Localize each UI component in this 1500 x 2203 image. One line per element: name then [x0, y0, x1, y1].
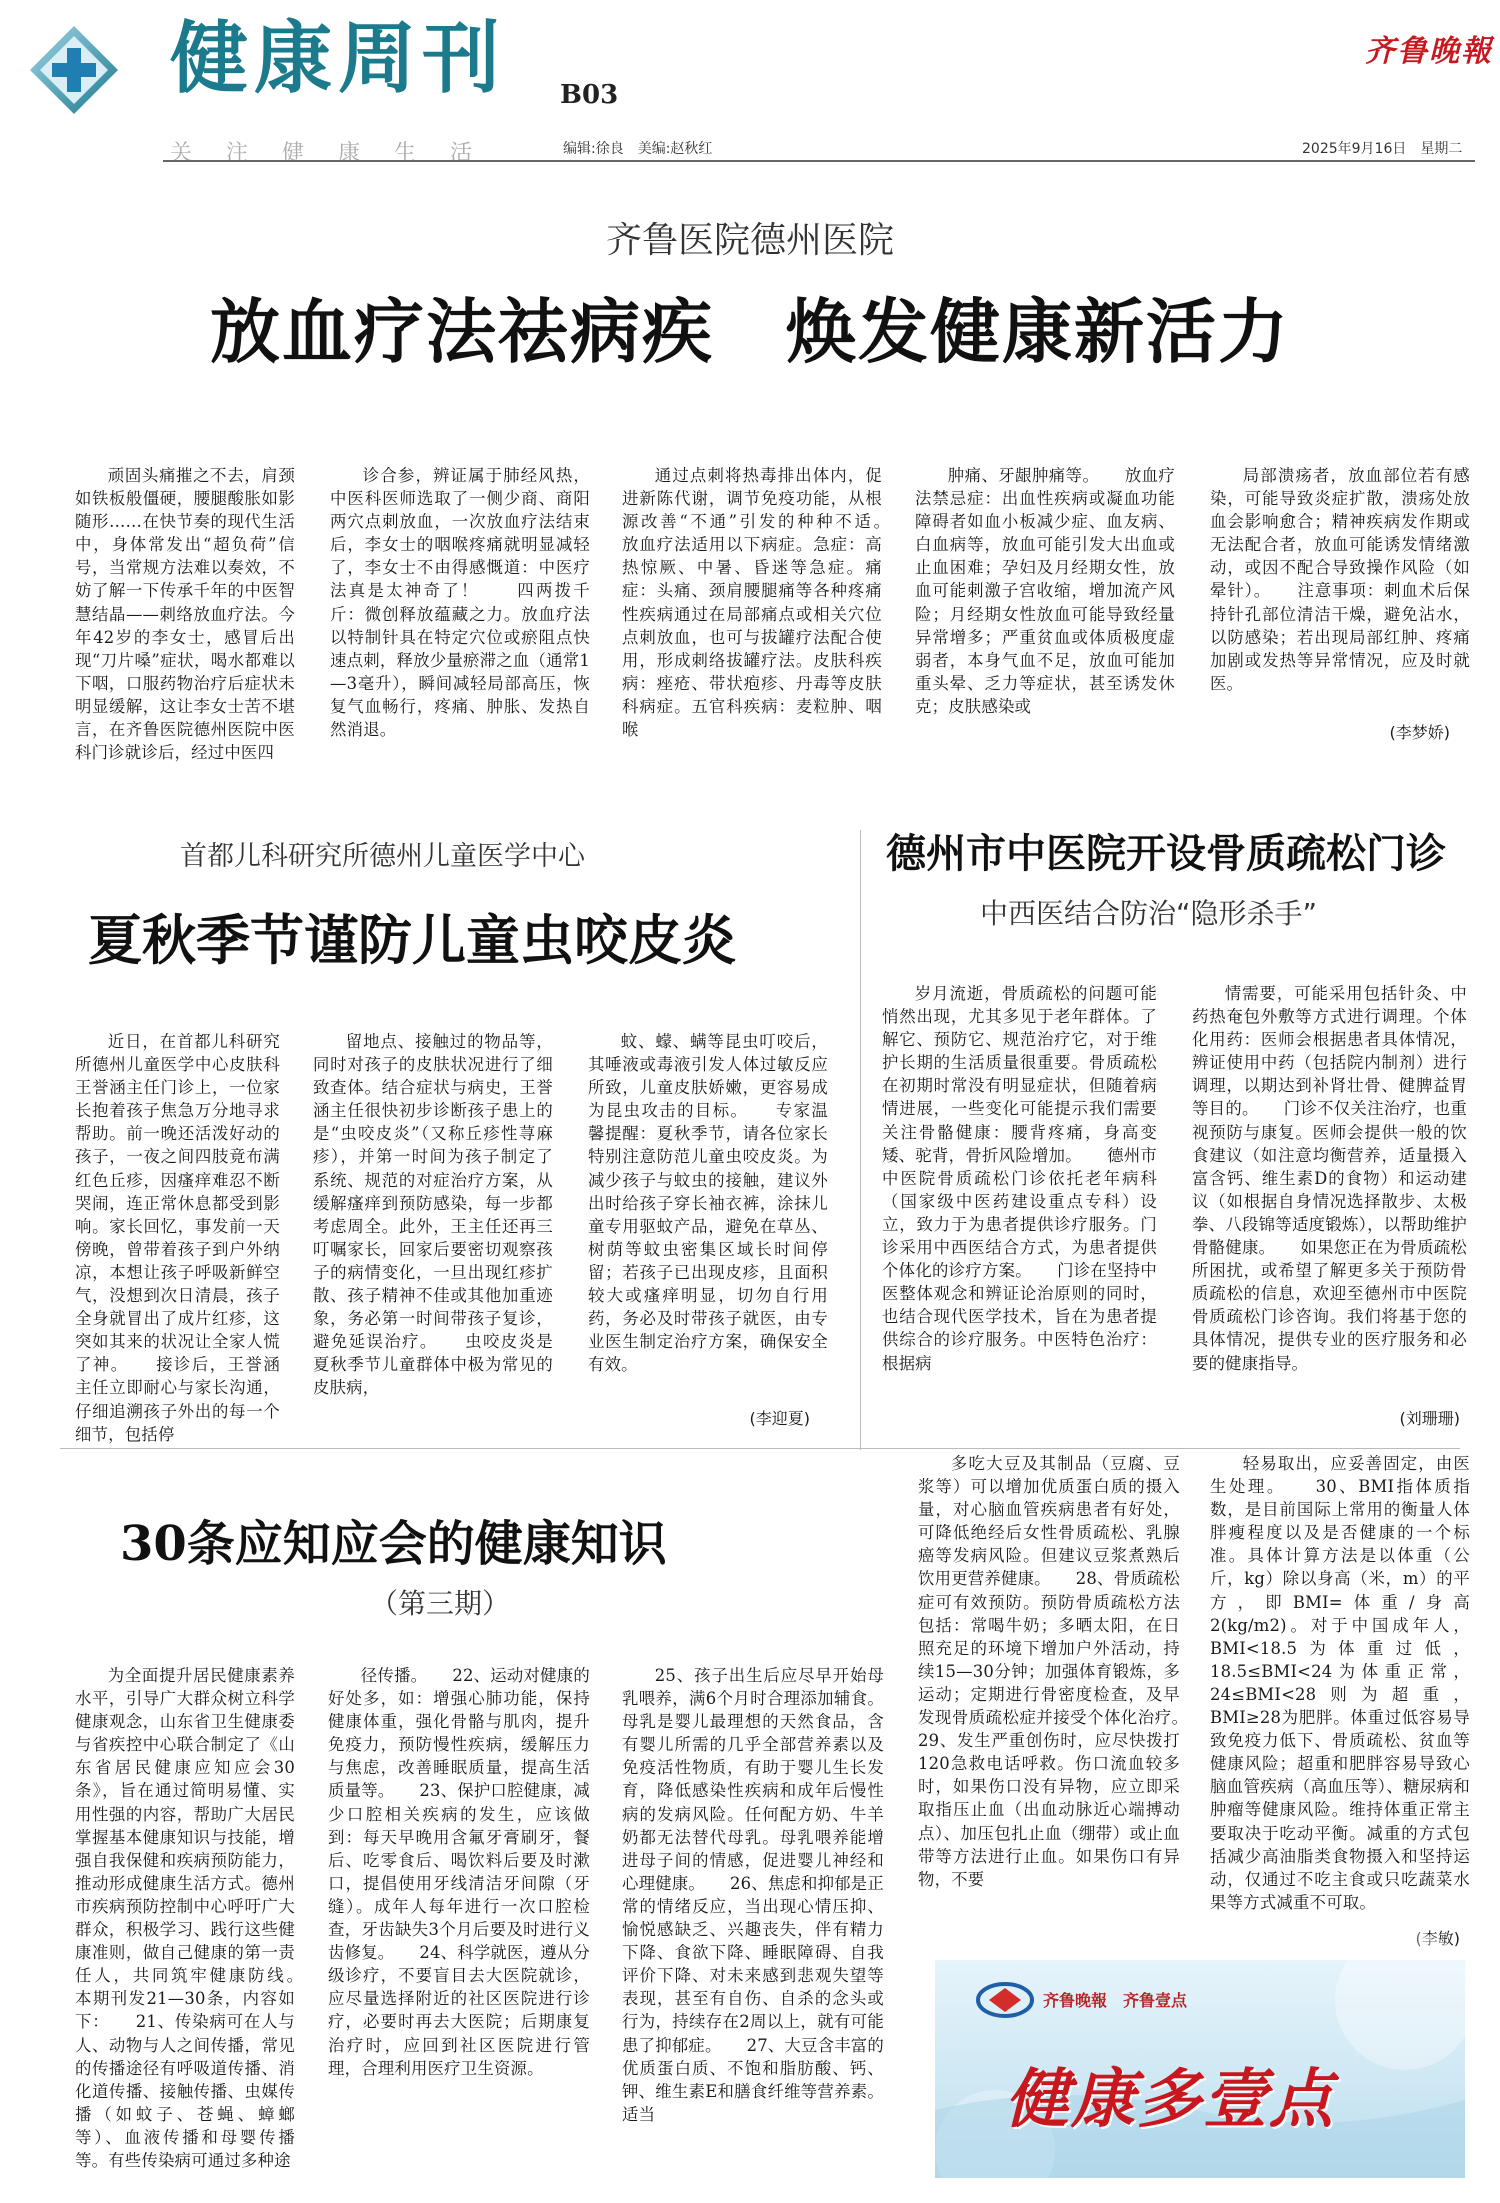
article1-headline: 放血疗法祛病疾 焕发健康新活力: [210, 290, 1290, 373]
section-rule: [60, 1448, 1460, 1449]
article1-col-1: 顽固头痛摧之不去，肩颈如铁板般僵硬，腰腿酸胀如影随形……在快节奏的现代生活中，身体常发出“超负荷”信号，当常规方法难以奏效，不妨了解一下传承千年的中医智慧结晶——刺络放血疗法。今年42岁的李女士，感冒后出现“刀片嗓”症状，喝水都难以下咽，口服药物治疗后症状未明显缓解，这让李女士苦不堪言，在齐鲁医院德州医院中医科门诊就诊后，经过中医四: [75, 466, 295, 763]
article4-subhead: （第三期）: [370, 1587, 511, 1620]
newspaper-logo: 齐鲁晚報: [1365, 34, 1493, 69]
article1-col-2: 诊合参，辨证属于肺经风热，中医科医师选取了一侧少商、商阳两穴点刺放血，一次放血疗法结束后，李女士的咽喉疼痛就明显减轻了，李女士不由得感慨道：中医疗法真是太神奇了！ 四两拨千斤：微创释放蕴藏之力。放血疗法以特制针具在特定穴位或瘀阻点快速点刺，释放少量瘀滞之血（通常1—3毫升），瞬间减轻局部高压，恢复气血畅行，疼痛、肿胀、发热自然消退。: [330, 466, 590, 740]
section-title: 健康周刊: [170, 14, 507, 104]
article1-kicker: 齐鲁医院德州医院: [605, 220, 894, 261]
health-ad-banner[interactable]: [935, 1960, 1465, 2178]
article3-col-2: 情需要，可能采用包括针灸、中药热奄包外敷等方式进行调理。个体化用药：医师会根据患者具体情况，辨证使用中药（包括院内制剂）进行调理，以期达到补肾壮骨、健脾益胃等目的。 门诊不仅关注治疗，也重视预防与康复。医师会提供一般的饮食建议（如注意均衡营养，适量摄入富含钙、维生素D的食物）和运动建议（如根据自身情况选择散步、太极拳、八段锦等适度锻炼），以帮助维护骨骼健康。 如果您正在为骨质疏松所困扰，或希望了解更多关于预防骨质疏松的信息，欢迎至德州市中医院骨质疏松门诊咨询。我们将基于您的具体情况，提供专业的医疗服务和必要的健康指导。: [1192, 984, 1467, 1373]
article4-col-1: 为全面提升居民健康素养水平，引导广大群众树立科学健康观念，山东省卫生健康委与省疾控中心联合制定了《山东省居民健康应知应会30条》，旨在通过简明易懂、实用性强的内容，帮助广大居民掌握基本健康知识与技能，增强自我保健和疾病预防能力，推动形成健康生活方式。德州市疾病预防控制中心呼吁广大群众，积极学习、践行这些健康准则，做自己健康的第一责任人，共同筑牢健康防线。 本期刊发21—30条，内容如下： 21、传染病可在人与人、动物与人之间传播，常见的传播途径有呼吸道传播、消化道传播、接触传播、虫媒传播（如蚊子、苍蝇、蟑螂等）、血液传播和母婴传播等。有些传染病可通过多种途: [75, 1666, 329, 2170]
article1-col-5: 局部溃疡者，放血部位若有感染，可能导致炎症扩散，溃疡处放血会影响愈合；精神疾病发作期或无法配合者，放血可能诱发情绪激动，或因不配合导致操作风险（如晕针）。 注意事项：刺血术后保持针孔部位清洁干燥，避免沾水，以防感染；若出现局部红肿、疼痛加剧或发热等异常情况，应及时就医。: [1210, 466, 1470, 693]
ad-slogan: 健康多壹点: [1005, 2063, 1335, 2137]
article3-headline: 德州市中医院开设骨质疏松门诊: [886, 830, 1446, 877]
article2-col-3: 蚊、蠓、螨等昆虫叮咬后，其唾液或毒液引发人体过敏反应所致，儿童皮肤娇嫩，更容易成为昆虫攻击的目标。 专家温馨提醒：夏秋季节，请各位家长特别注意防范儿童虫咬皮炎。为减少孩子与蚊虫的接触，建议外出时给孩子穿长袖衣裤，涂抹儿童专用驱蚊产品，避免在草丛、树荫等蚊虫密集区域长时间停留；若孩子已出现皮疹，且面积较大或瘙痒明显，切勿自行用药，务必及时带孩子就医，由专业医生制定治疗方案，确保安全有效。: [588, 1032, 828, 1375]
article2-col-2: 留地点、接触过的物品等，同时对孩子的皮肤状况进行了细致查体。结合症状与病史，王誉涵主任很快初步诊断孩子患上的是“虫咬皮炎”（又称丘疹性荨麻疹），并第一时间为孩子制定了系统、规范的对症治疗方案，从缓解瘙痒到预防感染，每一步都考虑周全。此外，王主任还再三叮嘱家长，回家后要密切观察孩子的病情变化，一旦出现红疹扩散、孩子精神不佳或其他加重迹象，务必第一时间带孩子复诊，避免延误治疗。 虫咬皮炎是夏秋季节儿童群体中极为常见的皮肤病，: [313, 1032, 553, 1398]
article1-col-4: 肿痛、牙龈肿痛等。 放血疗法禁忌症：出血性疾病或凝血功能障碍者如血小板减少症、血友病、白血病等，放血可能引发大出血或止血困难；孕妇及月经期女性，放血可能刺激子宫收缩，增加流产风险；月经期女性放血可能导致经量异常增多；严重贫血或体质极度虚弱者，本身气血不足，放血可能加重头晕、乏力等症状，甚至诱发休克；皮肤感染或: [915, 466, 1175, 716]
article4-headline: 30条应知应会的健康知识: [120, 1516, 667, 1572]
ad-logo-text: 齐鲁晚報 齐鲁壹点: [1043, 1991, 1188, 2010]
masthead: [0, 0, 1500, 166]
article4-col-5: 轻易取出，应妥善固定，由医生处理。 30、BMI指体质指数，是目前国际上常用的衡量人体胖瘦程度以及是否健康的一个标准。具体计算方法是以体重（公斤，kg）除以身高（米，m）的平方，即BMI=体重/身高2(kg/m2)。对于中国成年人，BMI<18.5为体重过低，18.5≤BMI<24为体重正常，24≤BMI<28则为超重，BMI≥28为肥胖。体重过低容易导致免疫力低下、骨质疏松、贫血等健康风险；超重和肥胖容易导致心脑血管疾病（高血压等）、糖尿病和肿瘤等健康风险。维持体重正常主要取决于吃动平衡。减重的方式包括减少高油脂类食物摄入和坚持运动，仅通过不吃主食或只吃蔬菜水果等方式减重不可取。: [1210, 1454, 1470, 1912]
ad-logo-icon: [975, 1980, 1035, 2020]
article4-col-2: 径传播。 22、运动对健康的好处多，如：增强心肺功能，保持健康体重，强化骨骼与肌肉，提升免疫力，预防慢性疾病，缓解压力与焦虑，改善睡眠质量，提高生活质量等。 23、保护口腔健康，减少口腔相关疾病的发生，应该做到：每天早晚用含氟牙膏刷牙，餐后、吃零食后、喝饮料后要及时漱口，提倡使用牙线清洁牙间隙（牙缝）。成年人每年进行一次口腔检查，牙齿缺失3个月后要及时进行义齿修复。 24、科学就医，遵从分级诊疗，不要盲目去大医院就诊，应尽量选择附近的社区医院进行诊疗，必要时再去大医院；后期康复治疗时，应回到社区医院进行管理，合理利用医疗卫生资源。: [328, 1666, 590, 2078]
header-rule: [163, 160, 1475, 162]
article2-headline: 夏秋季节谨防儿童虫咬皮炎: [88, 908, 736, 972]
issue-date: 2025年9月16日 星期二: [1302, 141, 1463, 157]
section-slogan: 关注健康生活: [170, 141, 507, 166]
article1-col-3: 通过点刺将热毒排出体内，促进新陈代谢，调节免疫功能，从根源改善“不通”引发的种种不适。 放血疗法适用以下病症。急症：高热惊厥、中暑、昏迷等急症。痛症：头痛、颈肩腰腿痛等各种疼痛性疾病通过在局部痛点或相关穴位点刺放血，也可与拔罐疗法配合使用，形成刺络拔罐疗法。皮肤科疾病：痤疮、带状疱疹、丹毒等皮肤科病症。五官科疾病：麦粒肿、咽喉: [622, 466, 916, 740]
editor-credits: 编辑:徐良 美编:赵秋红: [563, 141, 713, 157]
article4-col-4: 多吃大豆及其制品（豆腐、豆浆等）可以增加优质蛋白质的摄入量，对心脑血管疾病患者有好处，可降低绝经后女性骨质疏松、乳腺癌等发病风险。但建议豆浆煮熟后饮用更营养健康。 28、骨质疏松症可有效预防。预防骨质疏松方法包括：常喝牛奶；多晒太阳，在日照充足的环境下增加户外活动，持续15—30分钟；加强体育锻炼，多运动；定期进行骨密度检查，及早发现骨质疏松症并接受个体化治疗。 29、发生严重创伤时，应尽快拨打120急救电话呼救。伤口流血较多时，如果伤口没有异物，应立即采取指压止血（出血动脉近心端搏动点）、加压包扎止血（绷带）或止血带等方法进行止血。如果伤口有异物，不要: [918, 1454, 1214, 1889]
article1-signature: (李梦娇): [1389, 723, 1450, 742]
article-divider: [860, 830, 861, 1450]
article2-col-1: 近日，在首都儿科研究所德州儿童医学中心皮肤科王誉涵主任门诊上，一位家长抱着孩子焦急万分地寻求帮助。前一晚还活泼好动的孩子，一夜之间四肢竟布满红色丘疹，因瘙痒难忍不断哭闹，连正常休息都受到影响。家长回忆，事发前一天傍晚，曾带着孩子到户外纳凉，本想让孩子呼吸新鲜空气，没想到次日清晨，孩子全身就冒出了成片红疹，这突如其来的状况让全家人慌了神。 接诊后，王誉涵主任立即耐心与家长沟通，仔细追溯孩子外出的每一个细节，包括停: [75, 1032, 280, 1444]
article3-subhead: 中西医结合防治“隐形杀手”: [980, 897, 1318, 930]
medical-cross-logo-icon: [28, 24, 120, 116]
article3-signature: (刘珊珊): [1399, 1409, 1460, 1428]
article4-signature: (李敏): [1415, 1929, 1460, 1948]
article2-signature: (李迎夏): [749, 1409, 810, 1428]
article3-col-1: 岁月流逝，骨质疏松的问题可能悄然出现，尤其多见于老年群体。了解它、预防它、规范治疗它，对于维护长期的生活质量很重要。骨质疏松在初期时常没有明显症状，但随着病情进展，一些变化可能提示我们需要关注骨骼健康：腰背疼痛，身高变矮、驼背，骨折风险增加。 德州市中医院骨质疏松门诊依托老年病科（国家级中医药建设重点专科）设立，致力于为患者提供诊疗服务。门诊采用中西医结合方式，为患者提供个体化的诊疗方案。 门诊在坚持中医整体观念和辨证论治原则的同时，也结合现代医学技术，旨在为患者提供综合的诊疗服务。中医特色治疗：根据病: [882, 984, 1157, 1373]
page-number: B03: [560, 80, 619, 110]
article2-kicker: 首都儿科研究所德州儿童医学中心: [180, 841, 585, 872]
article4-col-3: 25、孩子出生后应尽早开始母乳喂养，满6个月时合理添加辅食。母乳是婴儿最理想的天然食品，含有婴儿所需的几乎全部营养素以及免疫活性物质，有助于婴儿生长发育，降低感染性疾病和成年后慢性病的发病风险。任何配方奶、牛羊奶都无法替代母乳。母乳喂养能增进母子间的情感，促进婴儿神经和心理健康。 26、焦虑和抑郁是正常的情绪反应，当出现心情压抑、愉悦感缺乏、兴趣丧失，伴有精力下降、食欲下降、睡眠障碍、自我评价下降、对未来感到悲观失望等表现，甚至有自伤、自杀的念头或行为，持续存在2周以上，就有可能患了抑郁症。 27、大豆含丰富的优质蛋白质、不饱和脂肪酸、钙、钾、维生素E和膳食纤维等营养素。适当: [622, 1666, 884, 2124]
